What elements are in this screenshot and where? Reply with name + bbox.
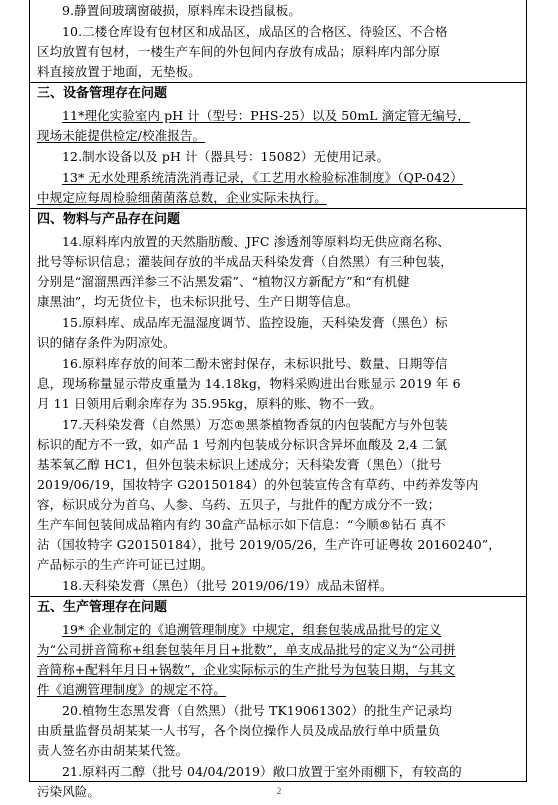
paragraph [30, 619, 526, 700]
text-line: 料直接放置于地面，无垫板。 [37, 64, 201, 79]
paragraph [30, 167, 526, 208]
text-line: 19* 企业制定的《追溯管理制度》中规定，组套包装成品批号的定义 [62, 622, 442, 637]
text-line: 现场未能提供检定/校准报告。 [37, 128, 206, 143]
text-line: 11*理化实验室内 pH 计（型号：PHS-25）以及 50mL 滴定管无编号， [62, 108, 470, 123]
text-line: 康黑油”，均无货位卡，也未标识批号、生产日期等信息。 [37, 294, 359, 309]
text-line: 16.原料库存放的间苯二酚未密封保存，未标识批号、数量、日期等信 [62, 356, 448, 371]
paragraph [30, 353, 526, 414]
document-table [29, 0, 527, 799]
text-line: 基苯氧乙醇 HC1，但外包装未标识上述成分；天科染发膏（黑色）（批号 [37, 457, 442, 472]
text-line: 息，现场称量显示带皮重量为 14.18kg，物料采购进出台账显示 2019 年 6 [37, 376, 461, 391]
text-line: 区均放置有包材，一楼生产车间的外包间内存放有成品；原料库内部分原 [37, 44, 441, 59]
text-line: 13* 无水处理系统清洗消毒记录，《工艺用水检验标准制度》（QP-042） [62, 170, 463, 185]
section-heading: 三、设备管理存在问题 [30, 82, 526, 105]
text-line: 中规定应每周检验细菌菌落总数，企业实际未执行。 [37, 190, 327, 205]
text-line: 21.原料丙二醇（批号 04/04/2019）敞口放置于室外雨棚下，有较高的 [62, 764, 462, 779]
paragraph [30, 575, 526, 596]
text-line: 2019/06/19，国妆特字 G20150184）的外包装宣传含有草药、中药养发等内 [37, 477, 479, 492]
text-line: 件《追溯管理制度》的规定不符。 [37, 682, 227, 697]
text-line: 20.植物生态黑发膏（自然黑）（批号 TK19061302）的批生产记录均 [62, 703, 453, 718]
section-heading: 五、生产管理存在问题 [30, 596, 526, 619]
page-number: 2 [276, 786, 282, 796]
text-line: 为“公司拼音简称+组套包装年月日+批数”，单支成品批号的定义为“公司拼 [37, 642, 456, 657]
paragraph [30, 0, 526, 21]
text-line: 污染风险。 [37, 784, 101, 799]
text-line: 由质量监督员胡某某一人书写，各个岗位操作人员及成品放行单中质量负 [37, 723, 441, 738]
text-line: 分别是“溜溜黑西洋参三不沾黑发霜”、“植物汉方新配方”和“有机健 [37, 274, 410, 289]
text-line: 容，标识成分为首乌、人参、乌药、五贝子，与批件的配方成分不一致； [37, 497, 441, 512]
text-line: 9.静置间玻璃窗破损，原料库未设挡鼠板。 [62, 3, 301, 18]
text-line: 月 11 日领用后剩余库存为 35.95kg，原料的账、物不一致。 [37, 396, 382, 411]
text-line: 标识的配方不一致，如产品 1 号剂内包装成分标识含异坏血酸及 2,4 二氯 [37, 437, 447, 452]
text-line: 18.天科染发膏（黑色）（批号 2019/06/19）成品未留样。 [62, 578, 393, 593]
paragraph [30, 231, 526, 312]
text-line: 责人签名亦由胡某某代签。 [37, 743, 189, 758]
text-line: 沾（国妆特字 G20150184），批号 2019/05/26，生产许可证粤妆 20160240”， [37, 537, 501, 552]
paragraph [30, 312, 526, 353]
text-line: 14.原料库内放置的天然脂肪酸、JFC 渗透剂等原料均无供应商名称、 [62, 234, 451, 249]
paragraph [30, 414, 526, 575]
text-line: 批号等标识信息；灌装间存放的半成品天科染发膏（自然黑）有三种包装， [37, 254, 453, 269]
text-line: 15.原料库、成品库无温湿度调节、监控设施，天科染发膏（黑色）标 [62, 315, 448, 330]
text-line: 音简称+配料年月日+锅数”，企业实际标示的生产批号为包装日期，与其文 [37, 662, 456, 677]
paragraph [30, 21, 526, 82]
text-line: 10.二楼仓库设有包材区和成品区，成品区的合格区、待验区、不合格 [62, 24, 448, 39]
text-line: 17.天科染发膏（自然黑）万恋®黑茶植物香氛的内包装配方与外包装 [62, 417, 448, 432]
text-line: 识的储存条件为阴凉处。 [37, 335, 176, 350]
text-line: 12.制水设备以及 pH 计（器具号：15082）无使用记录。 [62, 149, 390, 164]
paragraph [30, 105, 526, 146]
paragraph [30, 700, 526, 761]
text-line: 产品标示的生产许可证已过期。 [37, 557, 214, 572]
section-heading: 四、物料与产品存在问题 [30, 208, 526, 231]
paragraph [30, 146, 526, 167]
text-line: 生产车间包装间成品箱内有约 30盒产品标示如下信息：“今顺®钻石 真不 [37, 517, 446, 532]
